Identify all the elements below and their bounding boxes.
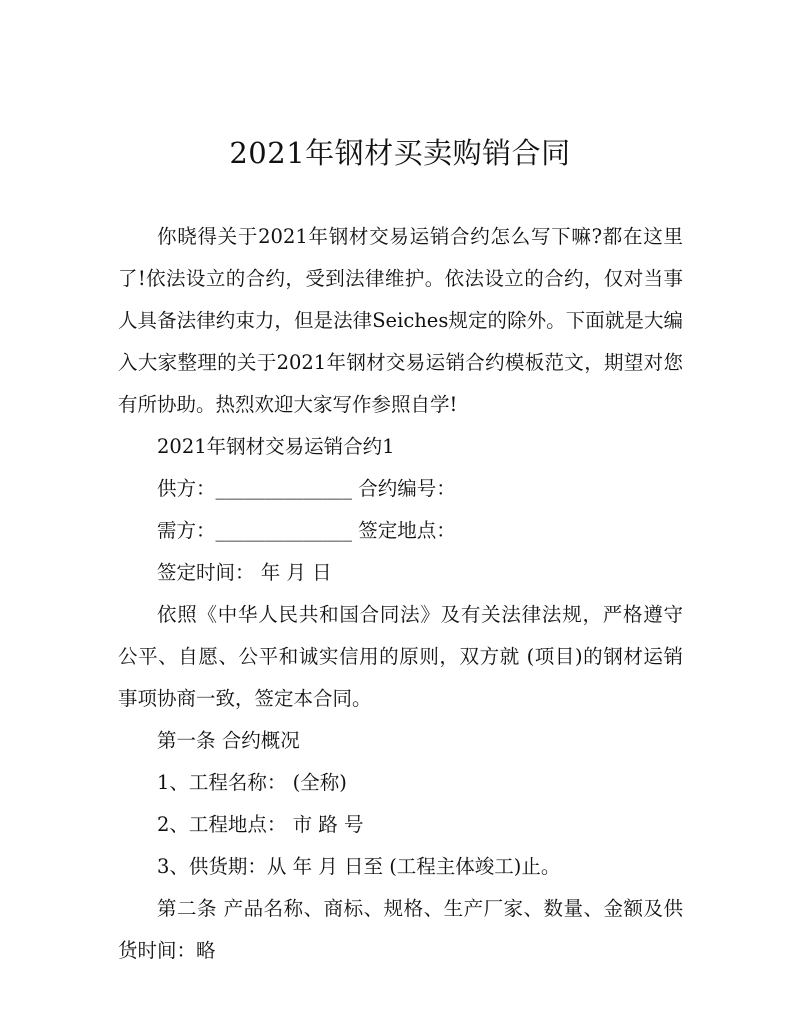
intro-paragraph: 你晓得关于2021年钢材交易运销合约怎么写下嘛?都在这里了!依法设立的合约，受到法律维护。依法设立的合约，仅对当事人具备法律约束力，但是法律Seiches规定的除外。下面就是大编入大家整理的关于2021年钢材交易运销合约模板范文，期望对您有所协助。热烈欢迎大家写作参照自学! (118, 225, 683, 416)
document-body (118, 216, 683, 972)
sign-time-line: 签定时间： 年 月 日 (157, 561, 332, 584)
supplier-line: 供方：______________ 合约编号： (157, 477, 456, 500)
contract-heading: 2021年钢材交易运销合约1 (157, 435, 395, 458)
item-supply-period: 3、供货期：从 年 月 日至 (工程主体竣工)止。 (157, 855, 561, 878)
item-project-location: 2、工程地点： 市 路 号 (157, 813, 364, 836)
demander-line: 需方：______________ 签定地点： (157, 519, 456, 542)
preamble-paragraph: 依照《中华人民共和国合同法》及有关法律法规，严格遵守公平、自愿、公平和诚实信用的原则，双方就 (项目)的钢材运销事项协商一致，签定本合同。 (118, 603, 683, 710)
item-project-name: 1、工程名称： (全称) (157, 771, 347, 794)
article1-heading: 第一条 合约概况 (157, 729, 300, 752)
document-title: 2021年钢材买卖购销合同 (229, 136, 571, 170)
article2-paragraph: 第二条 产品名称、商标、规格、生产厂家、数量、金额及供货时间：略 (118, 897, 683, 962)
